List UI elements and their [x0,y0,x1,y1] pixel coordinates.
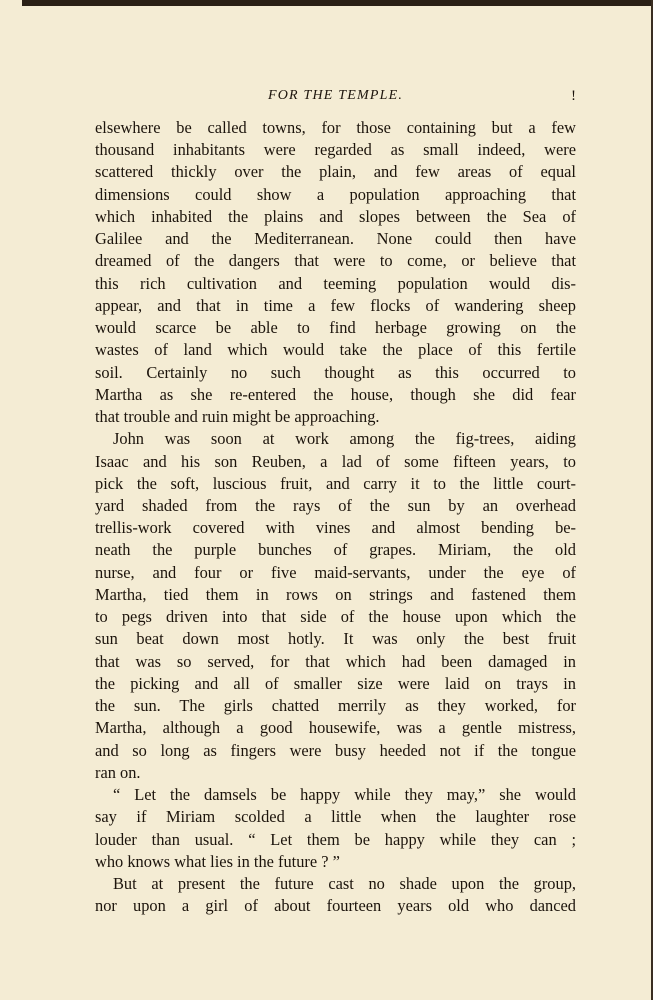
text-line: which inhabited the plains and slopes between the Sea of [95,206,576,226]
text-line: soil. Certainly no such thought as this occurred to [95,362,576,382]
text-line: and so long as fingers were busy heeded not if the tongue [95,740,576,760]
text-line: appear, and that in time a few flocks of wandering sheep [95,295,576,315]
text-line: wastes of land which would take the place of this fertile [95,340,576,360]
text-line: the picking and all of smaller size were laid on trays in [95,673,576,693]
text-line: Martha, although a good housewife, was a gentle mistress, [95,718,576,738]
text-line: nor upon a girl of about fourteen years old who danced [95,896,576,916]
text-line: say if Miriam scolded a little when the laughter rose [95,807,576,827]
text-line: that was so served, for that which had been damaged in [95,651,576,671]
text-line: the sun. The girls chatted merrily as they worked, for [95,696,576,716]
text-line: scattered thickly over the plain, and few areas of equal [95,162,576,182]
running-head [95,86,576,106]
text-line: to pegs driven into that side of the house upon which the [95,607,576,627]
page-number: ! [571,88,576,104]
text-line: “ Let the damsels be happy while they may,” she would [113,785,576,805]
text-line: sun beat down most hotly. It was only the best fruit [95,629,576,649]
text-line: Isaac and his son Reuben, a lad of some fifteen years, to [95,451,576,471]
text-line: who knows what lies in the future ? ” [95,851,340,871]
text-line: that trouble and ruin might be approaching. [95,407,380,427]
text-line: would scarce be able to find herbage growing on the [95,318,576,338]
body-text [95,117,576,917]
text-line: neath the purple bunches of grapes. Miriam, the old [95,540,576,560]
text-line: louder than usual. “ Let them be happy while they can ; [95,829,576,849]
text-line: yard shaded from the rays of the sun by an overhead [95,495,576,515]
text-line: thousand inhabitants were regarded as small indeed, were [95,140,576,160]
text-line: dimensions could show a population approaching that [95,184,576,204]
text-line: Galilee and the Mediterranean. None could then have [95,229,576,249]
text-line: elsewhere be called towns, for those containing but a few [95,118,576,137]
text-line: John was soon at work among the fig-trees, aiding [113,429,576,449]
text-line: Martha as she re-entered the house, though she did fear [95,384,576,404]
text-line: this rich cultivation and teeming population would dis- [95,273,576,293]
text-line: ran on. [95,762,141,782]
text-line: pick the soft, luscious fruit, and carry it to the little court- [95,473,576,493]
text-line: nurse, and four or five maid-servants, under the eye of [95,562,576,582]
top-border-rule [22,0,653,6]
text-line: Martha, tied them in rows on strings and fastened them [95,584,576,604]
text-line: But at present the future cast no shade upon the group, [113,873,576,893]
text-line: dreamed of the dangers that were to come, or believe that [95,251,576,271]
text-line: trellis-work covered with vines and almost bending be- [95,518,576,538]
running-title: FOR THE TEMPLE. [267,88,404,103]
